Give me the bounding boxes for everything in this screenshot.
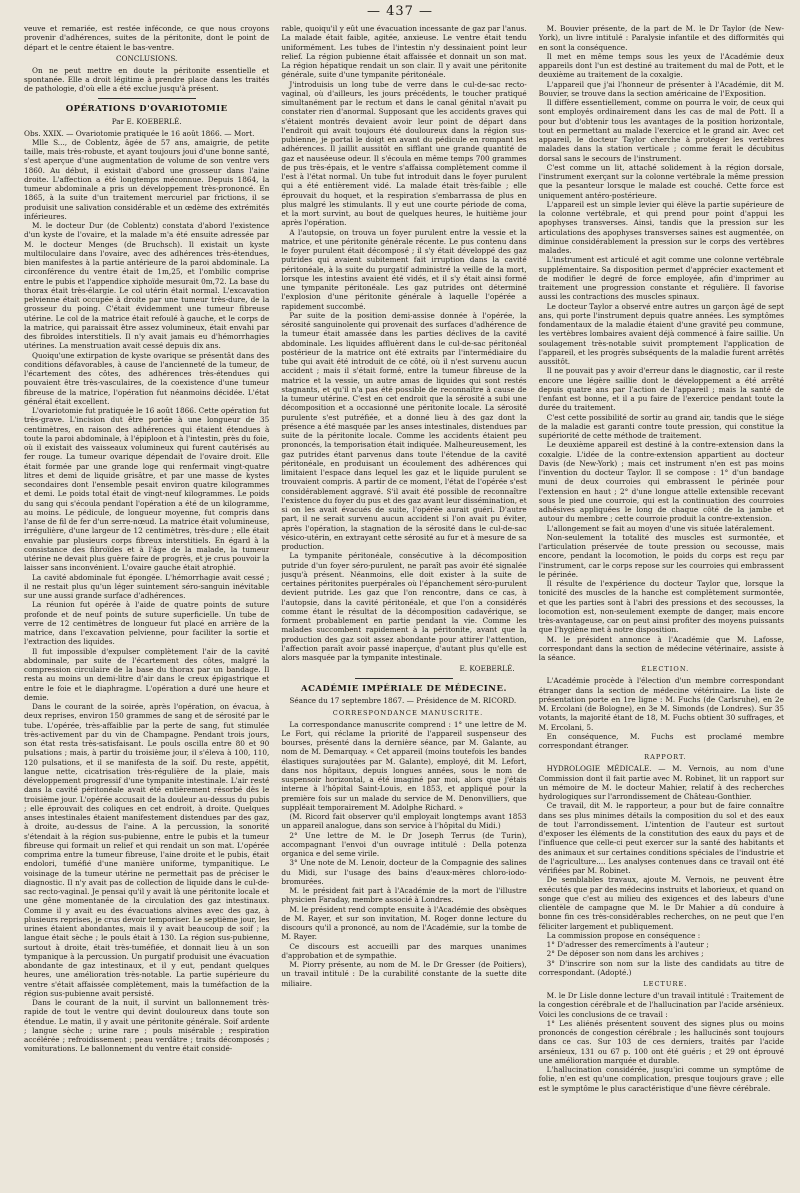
paragraph: On ne peut mettre en doute la péritonite essentielle et spontanée. Elle a droit légitime à prendre place dans les traités de pathologie, d'où elle a été exclue jusqu'à présent. [24, 65, 270, 94]
paragraph: Il diffère essentiellement, comme on pourra le voir, de ceux qui sont employés ordinairement dans les cas de mal de Pott. Il a pour but d'obtenir tous les avantages de la position horizontale, tout en permettant au malade l'exercice et le grand air. Avec cet appareil, le docteur Taylor cherche à protéger les vertèbres malades dans la station verticale ; comme ferait le décubitus dorsal sans le secours de l'instrument. [538, 98, 784, 163]
column-right [539, 24, 784, 1189]
paragraph: Séance du 17 septembre 1867. — Présidence de M. RICORD. [289, 696, 517, 706]
author-signature: E. KOEBERLÉ. [459, 664, 515, 674]
paragraph: Le deuxième appareil est destiné à la contre-extension dans la coxalgie. L'idée de la contre-extension appartient au docteur Davis (de New-York) ; mais cet instrument n'en est pas moins l'invention du docteur Taylor. Il se compose : 1° d'un bandage muni de deux courroies qui embrassent le périnée pour l'extension en haut ; 2° d'une longue attelle extensible recevant sous le pied une courroie, qui est la continuation des courroies adhésives appliquées le long de chaque côté de la jambe et autour du membre ; cette courroie produit la contre-extension. [538, 440, 784, 524]
paragraph: M. le président rend compte ensuite à l'Académie des obsèques de M. Rayer, et sur son invitation, M. Roger donne lecture du discours qu'il a prononcé, au nom de l'Académie, sur la tombe de M. Rayer. [281, 904, 527, 942]
paragraph: J'introduisis un long tube de verre dans le cul-de-sac recto-vaginal, où d'ailleurs, les jours précédents, le toucher pratiqué simultanément par le rectum et dans le canal génital n'avait pu constater rien d'anormal. Supposant que les accidents graves qui s'étaient montrés devaient avoir leur point de départ dans l'endroit qui avait toujours été douloureux dans la région sus-pubienne, je portai le doigt en avant du pédicule en rompant les adhérences. Il jaillit aussitôt en sifflant une grande quantité de gaz et nauséeuse odeur. Il s'écoula en même temps 700 grammes de pus très-épais, et le ventre s'affaissa complètement comme il l'est à l'état normal. Un tube fut introduit dans le foyer purulent qui a été entièrement vidé. La malade était très-faible ; elle éprouvait du hoquet, et la respiration s'embarrassa de plus en plus malgré les stimulants. Il y eut une courte période de coma, et la mort survint, au bout de quelques heures, le huitième jour après l'opération. [281, 79, 527, 228]
paragraph: Mlle S..., de Coblentz, âgée de 57 ans, amaigrie, de petite taille, mais très-robuste, et ayant toujours joui d'une bonne santé, s'est aperçue d'une augmentation de volume de son ventre vers 1860. Au début, il existait d'abord une grosseur dans l'aine droite. L'affection a été longtemps méconnue. Depuis 1864, la tumeur abdominale a pris un développement très-prononcé. En 1865, à la suite d'un traitement mercuriel par frictions, il se produisit une salivation considérable et un œdème des extrémités inférieures. [24, 137, 270, 221]
section-heading: ACADÉMIE IMPÉRIALE DE MÉDECINE. [301, 684, 507, 695]
paragraph: Obs. XXIX. — Ovariotomie pratiquée le 16 août 1866. — Mort. [24, 128, 255, 138]
subheading: LECTURE. [643, 980, 688, 988]
paragraph: Il fut impossible d'expulser complètement l'air de la cavité abdominale, par suite de l'écartement des côtes, malgré la compression circulaire de la base du thorax par un bandage. Il resta au moins un demi-litre d'air dans le creux épigastrique et entre le foie et le diaphragme. L'opération a duré une heure et demie. [24, 646, 270, 702]
paragraph: 3° D'inscrire son nom sur la liste des candidats au titre de correspondant. (Adopté.) [538, 958, 784, 977]
paragraph: HYDROLOGIE MÉDICALE. — M. Vernois, au nom d'une Commission dont il fait partie avec M. Robinet, lit un rapport sur un mémoire de M. le docteur Mahier, relatif à des recherches hydrologiques sur l'arrondissement de Château-Gonthier. [538, 764, 784, 801]
paragraph: 1° Les aliénés présentent souvent des signes plus ou moins prononcés de congestion cérébrale ; les hallucinés sont toujours dans ce cas. Sur 103 de ces derniers, traités par l'acide arsénieux, 131 ou 67 p. 100 ont été guéris ; et 29 ont éprouvé une amélioration marquée et durable. [538, 1018, 784, 1065]
paragraph: Ce travail, dit M. le rapporteur, a pour but de faire connaître dans ses plus minimes détails la composition du sol et des eaux de tout l'arrondissement. L'intention de l'auteur est surtout d'exposer les éléments de la constitution des eaux du pays et de l'influence que celle-ci peut exercer sur la santé des habitants et des animaux et sur certaines conditions spéciales de l'industrie et de l'agriculture.... Les analyses contenues dans ce travail ont été vérifiées par M. Robinet. [538, 801, 784, 875]
paragraph: L'allongement se fait au moyen d'une vis située latéralement. [546, 523, 775, 533]
columns [24, 24, 784, 1189]
paragraph: M. Piorry présente, au nom de M. le Dr Gresser (de Poitiers), un travail intitulé : De la curabilité constante de la suette dite miliaire. [281, 960, 527, 988]
paragraph: De semblables travaux, ajoute M. Vernois, ne peuvent être exécutés que par des médecins instruits et laborieux, et quand on songe que c'est au milieu des exigences et des labeurs d'une clientèle de campagne que M. le Dr Mahier a dû conduire à bonne fin ces très-considérables recherches, on ne peut que l'en féliciter largement et publiquement. [538, 875, 784, 931]
subheading: CONCLUSIONS. [115, 53, 178, 63]
paragraph: 1° D'adresser des remercîments à l'auteur ; [546, 940, 709, 949]
paragraph: Le docteur Taylor a observé entre autres un garçon âgé de sept ans, qui porte l'instrument depuis quatre années. Les symptômes fondamentaux de la maladie étaient d'une gravité peu commune, les vertèbres lombaires avaient déjà commencé à faire saillie. Un soulagement très-notable suivit promptement l'application de l'appareil, et les progrès subséquents de la maladie furent arrêtés aussitôt. [538, 301, 784, 366]
paragraph: Dans le courant de la nuit, il survint un ballonnement très-rapide de tout le ventre qui devint douloureux dans toute son étendue. Le matin, il y avait une péritonite générale. Soif ardente ; langue sèche ; urine rare ; pouls misérable ; respiration accélérée ; refroidissement ; peau verdâtre ; traits décomposés ; vomiturations. Le ballonnement du ventre était considé- [24, 998, 270, 1054]
paragraph: L'appareil est un simple levier qui élève la partie supérieure de la colonne vertébrale, et qui prend pour point d'appui les apophyses transverses. Ainsi, tandis que la pression sur les articulations des apophyses transverses saines est augmentée, on diminue considérablement la pression sur le corps des vertèbres malades. [538, 199, 784, 255]
paragraph: La tympanite péritonéale, consécutive à la décomposition putride d'un foyer séro-purulent, ne paraît pas avoir été signalée jusqu'à présent. Néanmoins, elle doit exister à la suite de certaines péritonites puerpérales où l'épanchement séro-purulent devient putride. Les gaz que l'on rencontre, dans ce cas, à l'autopsie, dans la cavité péritonéale, et que l'on a considérés comme étant le résultat de la décomposition cadavérique, se forment probablement en partie pendant la vie. Comme les malades succombent rapidement à la péritonite, avant que la production des gaz soit assez abondante pour attirer l'attention, l'affection paraît avoir passé inaperçue, d'autant plus qu'elle est alors masquée par la tympanite intestinale. [281, 551, 527, 662]
paragraph: C'est cette possibilité de sortir au grand air, tandis que le siége de la maladie est garanti contre toute pression, qui constitue la supériorité de cette méthode de traitement. [538, 412, 784, 440]
paragraph: Il met en même temps sous les yeux de l'Académie deux appareils dont l'un est destiné au traitement du mal de Pott, et le deuxième au traitement de la coxalgie. [538, 51, 784, 80]
page-number: — 437 — [366, 4, 434, 19]
paragraph: (M. Ricord fait observer qu'il employait longtemps avant 1853 un appareil analogue, dans son service à l'hôpital du Midi.) [281, 812, 527, 831]
paragraph: La commission propose en conséquence : [546, 930, 701, 940]
paragraph: En conséquence, M. Fuchs est proclamé membre correspondant étranger. [538, 731, 784, 750]
section-heading: OPÉRATIONS D'OVARIOTOMIE [65, 103, 228, 114]
paragraph: M. Bouvier présente, de la part de M. le Dr Taylor (de New-York), un livre intitulé : Paralysie infantile et des difformités qui en sont la conséquence. [538, 24, 784, 52]
paragraph: La correspondance manuscrite comprend : 1° une lettre de M. Le Fort, qui réclame la priorité de l'appareil suspenseur des bourses, présenté dans la dernière séance, par M. Galante, au nom de M. Demarquay. « Cet appareil (moins toutefois les bandes élastiques surajoutées par M. Galante), employé, dit M. Lefort, dans nos hôpitaux, depuis longues années, sous le nom de suspensoir horizontal, a été imaginé par moi, alors que j'étais interne à l'hôpital Saint-Louis, en 1853, et appliqué pour la première fois sur un malade du service de M. Denonvilliers, que suppléait temporairement M. Adolphe Richard. » [281, 719, 527, 812]
paragraph: L'Académie procède à l'élection d'un membre correspondant étranger dans la section de médecine vétérinaire. La liste de présentation porte en 1re ligne : M. Fuchs (de Carlsruhe), en 2e M. Ercolani (de Bologne), en 3e M. Simonds (de Londres). Sur 35 votants, la majorité étant de 18, M. Fuchs obtient 30 suffrages, et M. Ercolani, 5. [538, 676, 784, 732]
paragraph: veuve et remariée, est restée inféconde, ce que nous croyons provenir d'adhérences, suites de la péritonite, dont le point de départ et le centre étaient le bas-ventre. [24, 24, 270, 52]
paragraph: Quoiqu'une extirpation de kyste ovarique se présentât dans des conditions défavorables, à cause de l'ancienneté de la tumeur, de l'écartement des côtes, des adhérences très-étendues qui pouvaient être très-vasculaires, de la coexistence d'une tumeur fibreuse de la matrice, l'opération fut néanmoins décidée. L'état général était excellent. [24, 350, 270, 406]
subheading: Par E. KOEBERLÉ. [111, 116, 182, 126]
paragraph: Non-seulement la totalité des muscles est surmontée, et l'articulation préservée de toute pression ou secousse, mais encore, pendant la locomotion, le poids du corps est reçu par l'instrument, car le corps repose sur les courroies qui embrassent le périnée. [538, 532, 784, 579]
column-middle [281, 24, 526, 1189]
paragraph: M. le docteur Dur (de Coblentz) constata d'abord l'existence d'un kyste de l'ovaire, et la malade m'a été ensuite adressée par M. le docteur Menges (de Bruchsch). Il existait un kyste multiloculaire dans l'ovaire, avec des adhérences très-étendues, bien manifestes à la partie antérieure de la paroi abdominale. La circonférence du ventre était de 1m,25, et l'ombilic comprise entre le pubis et l'appendice xiphoïde mesurait 0m,72. La base du thorax était très-élargie. Le col utérin était normal. L'excavation pelvienne était occupée à droite par une tumeur très-dure, de la grosseur du poing. C'était évidemment une tumeur fibreuse utérine. Le col de la matrice était refoulé à gauche, et le corps de la matrice, qui paraissait être assez volumineux, était envahi par des fibroïdes interstitiels. Il n'y avait jamais eu d'hémorrhagies utérines. La menstruation avait cessé depuis dix ans. [24, 221, 270, 351]
paragraph: L'instrument est articulé et agit comme une colonne vertébrale supplémentaire. Sa disposition permet d'apprécier exactement et de modifier le degré de force employée, afin d'imprimer au traitement une progression constante et régulière. Il favorise aussi les contractions des muscles spinaux. [538, 255, 784, 302]
paragraph: Ce discours est accueilli par des marques unanimes d'approbation et de sympathie. [281, 941, 527, 960]
paragraph: L'ovariotomie fut pratiquée le 16 août 1866. Cette opération fut très-grave. L'incision dut être portée à une longueur de 35 centimètres, en raison des adhérences qui étaient étendues à toute la paroi abdominale, à l'épiploon et à l'intestin, près du foie, où il existait des vaisseaux volumineux qui furent cautérisés au fer rouge. La tumeur ovarique dépendait de l'ovaire droit. Elle était formée par une grande loge qui renfermait vingt-quatre litres et demi de liquide grisâtre, et par une masse de kystes secondaires dont l'ensemble pesait environ quatre kilogrammes et demi. Le poids total était de vingt-neuf kilogrammes. Le poids du sang qui s'écoula pendant l'opération a été de un kilogramme, au moins. Le pédicule, de longueur moyenne, fut compris dans l'anse de fil de fer d'un serre-nœud. La matrice était volumineuse, irrégulière, d'une largeur de 12 centimètres, très-dure ; elle était envahie par plusieurs corps fibreux interstitiels. En égard à la consistance des fibroïdes et à l'âge de la malade, la tumeur utérine ne devait plus guère faire de progrès, et je crus pouvoir la laisser sans inconvénient. L'ovaire gauche était atrophié. [24, 406, 270, 573]
paragraph: Dans le courant de la soirée, après l'opération, on évacua, à deux reprises, environ 150 grammes de sang et de sérosité par le tube. L'opérée, très-affaiblie par la perte de sang, fut stimulée très-activement par du vin de Champagne. Pendant trois jours, son état resta très-satisfaisant. Le pouls oscilla entre 80 et 90 pulsations ; mais, à partir du troisième jour, il s'éleva à 100, 110, 120 pulsations, et il se manifesta de la soif. Du reste, appétit, langue nette, cicatrisation très-régulière de la plaie, mais développement progressif d'une tympanite intestinale. L'air resté dans la cavité péritonéale avait été entièrement résorbé dès le troisième jour. L'opérée accusait de la douleur au-dessus du pubis ; elle éprouvait des coliques en cet endroit, à droite. Quelques anses intestinales étaient manifestement distendues par des gaz, à droite, au-dessus de l'aine. A la percussion, la sonorité s'étendait à la région sus-pubienne, entre le pubis et la tumeur fibreuse qui formait un relief et qui rendait un son mat. L'opérée comprima entre la tumeur fibreuse, l'aine droite et le pubis, était endolori, tuméfié d'une manière uniforme, tympanitique. Le voisinage de la tumeur utérine ne permettait pas de préciser le diagnostic. Il n'y avait pas de collection de liquide dans le cul-de-sac recto-vaginal. Je pensai qu'il y avait là une péritonite locale et une gêne momentanée de la circulation des gaz intestinaux. Comme il y avait eu des évacuations alvines avec des gaz, à plusieurs reprises, je crus devoir temporiser. Le septième jour, les urines étaient abondantes, mais il y avait beaucoup de soif ; la langue était sèche ; le pouls était à 130. La région sus-pubienne, surtout à droite, était très-tuméfiée, et donnait lieu à un son tympanique à la percussion. Un purgatif produisit une évacuation abondante de gaz intestinaux, et il y eut, pendant quelques heures, une amélioration très-notable. La partie supérieure du ventre s'était affaissée complètement, mais la tuméfaction de la région sus-pubienne avait persisté. [24, 702, 270, 998]
paragraph: 2° Une lettre de M. le Dr Joseph Terrus (de Turin), accompagnant l'envoi d'un ouvrage intitulé : Della potenza organica e del seme virile. [281, 830, 527, 858]
paragraph: La réunion fut opérée à l'aide de quatre points de suture profonde et de neuf points de suture superficielle. Un tube de verre de 12 centimètres de longueur fut placé en arrière de la matrice, dans l'excavation pelvienne, pour faciliter la sortie et l'extraction des liquides. [24, 600, 270, 647]
paragraph: L'appareil que j'ai l'honneur de présenter à l'Académie, dit M. Bouvier, se trouve dans la section américaine de l'Exposition. [538, 79, 784, 98]
paragraph: A l'autopsie, on trouva un foyer purulent entre la vessie et la matrice, et une péritonite générale récente. Le pus contenu dans le foyer purulent était décomposé ; il s'y était développé des gaz putrides qui avaient subitement fait irruption dans la cavité péritonéale, à la suite du purgatif administré la veille de la mort, lorsque les intestins avaient été vidés, et il s'y était ainsi formé une tympanite péritonéale. Les gaz putrides ont déterminé l'explosion d'une péritonite générale à laquelle l'opérée a rapidement succombé. [281, 227, 527, 311]
subheading: RAPPORT. [644, 753, 687, 762]
subheading: CORRESPONDANCE MANUSCRITE. [332, 708, 484, 717]
paragraph: C'est comme un lit, attaché solidement à la région dorsale, l'instrument exerçant sur la colonne vertébrale la même pression que la pesanteur lorsque le malade est couché. Cette force est uniquement antéro-postérieure. [538, 162, 784, 200]
paragraph: M. le président annonce à l'Académie que M. Lafosse, correspondant dans la section de médecine vétérinaire, assiste à la séance. [538, 634, 784, 662]
paragraph: M. le Dr Lisle donne lecture d'un travail intitulé : Traitement de la congestion cérébrale et de l'hallucination par l'acide arsénieux. Voici les conclusions de ce travail : [538, 991, 784, 1019]
paragraph: Il résulte de l'expérience du docteur Taylor que, lorsque la tonicité des muscles de la hanche est complètement surmontée, et que les parties sont à l'abri des pressions et des secousses, la locomotion est, non-seulement exempte de danger, mais encore très-avantageuse, car on peut ainsi profiter des moyens puissants que l'hygiène met à notre disposition. [538, 579, 784, 635]
paragraph: La cavité abdominale fut épongée. L'hémorrhagie avait cessé ; il ne restait plus qu'un léger suintement séro-sanguin inévitable sur une aussi grande surface d'adhérences. [24, 572, 270, 600]
paragraph: Il ne pouvait pas y avoir d'erreur dans le diagnostic, car il reste encore une légère saillie dont le développement a été arrêté depuis quatre ans par l'action de l'appareil ; mais la santé de l'enfant est bonne, et il a pu faire de l'exercice pendant toute la durée du traitement. [538, 366, 784, 413]
subheading: ÉLECTION. [641, 665, 690, 674]
paragraph: Par suite de la position demi-assise donnée à l'opérée, la sérosité sanguinolente qui provenait des surfaces d'adhérence de la tumeur était amassée dans les parties déclives de la cavité abdominale. Les liquides affluèrent dans le cul-de-sac péritonéal postérieur de la matrice ont été extraits par l'intermédiaire du tube qui avait été introduit de ce côté, où il n'est survenu aucun accident ; mais il s'était formé, entre la tumeur fibreuse de la matrice et la vessie, un autre amas de liquides qui sont restés stagnants, et qu'il n'a pas été possible de reconnaître à cause de la tumeur utérine. C'est en cet endroit que la sérosité a subi une décomposition et a occasionné une péritonite locale. La sérosité purulente s'est putréfiée, et a donné lieu à des gaz dont la présence a été masquée par les anses intestinales, distendues par suite de la péritonite locale. Comme les accidents étaient peu prononcés, la temporisation était indiquée. Malheureusement, les gaz putrides étant parvenus dans toute l'étendue de la cavité péritonéale, en produisant un écoulement des adhérences qui limitaient l'espace dans lequel les gaz et le liquide purulent se trouvaient compris. A partir de ce moment, l'état de l'opérée s'est considérablement aggravé. S'il avait été possible de reconnaître l'existence du foyer du pus et des gaz avant leur dissémination, et si on les avait évacués de suite, l'opérée aurait guéri. D'autre part, il ne serait survenu aucun accident si l'on avait pu éviter, après l'opération, la stagnation de la sérosité dans le cul-de-sac vésico-utérin, en extrayant cette sérosité au fur et à mesure de sa production. [281, 310, 527, 551]
paragraph: L'hallucination considérée, jusqu'ici comme un symptôme de folie, n'en est qu'une complication, presque toujours grave ; elle est le symptôme le plus caractéristique d'une fièvre cérébrale. [538, 1065, 784, 1093]
paragraph: M. le président fait part à l'Académie de la mort de l'illustre physicien Faraday, membre associé à Londres. [281, 886, 527, 905]
section-divider [355, 678, 453, 679]
column-left [24, 24, 269, 1189]
section-divider [98, 98, 196, 99]
paragraph: 3° Une note de M. Lenoir, docteur de la Compagnie des salines du Midi, sur l'usage des bains d'eaux-mères chloro-iodo-bromurées. [281, 858, 527, 886]
paragraph: 2° De déposer son nom dans les archives ; [546, 949, 704, 959]
paragraph: rable, quoiqu'il y eût une évacuation incessante de gaz par l'anus. La malade était faible, agitée, anxieuse. Le ventre était tendu uniformément. Les tubes de l'intestin n'y dessinaient point leur relief. La région pubienne était affaissée et donnait un son mat. La région hépatique rendait un son clair. Il y avait une péritonite générale, suite d'une tympanite péritonéale. [281, 24, 527, 80]
